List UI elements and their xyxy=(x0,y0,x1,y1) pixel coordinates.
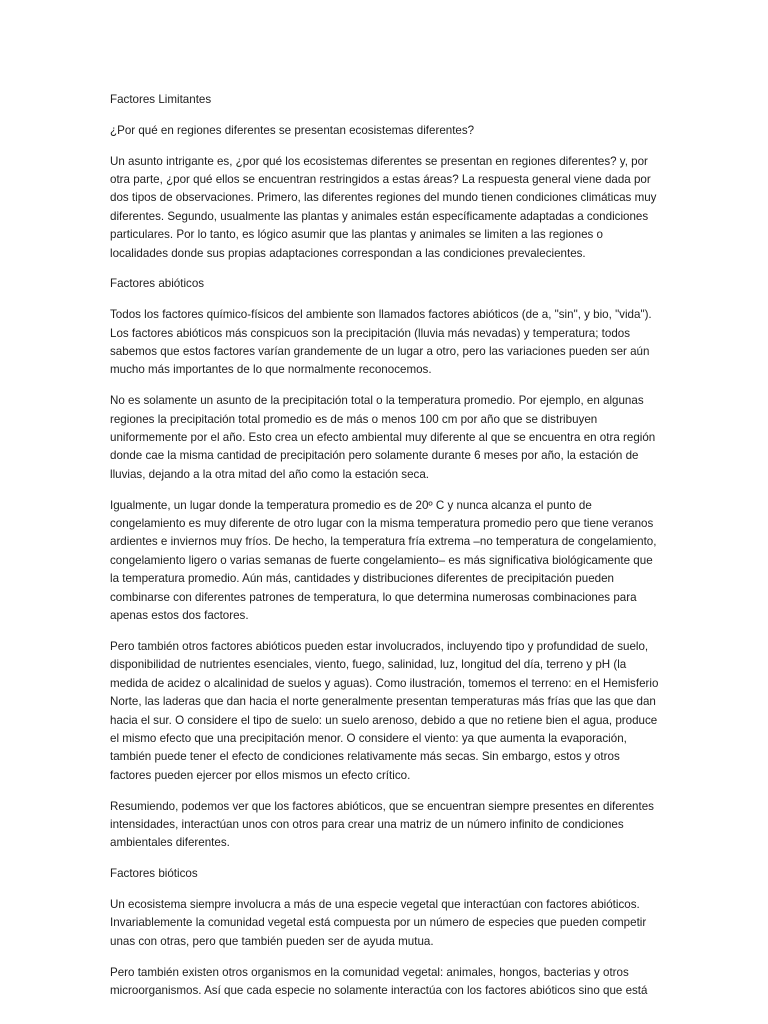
abioticos-paragraph-3: Igualmente, un lugar donde la temperatura promedio es de 20º C y nunca alcanza el punto de congelamiento es muy diferente de otro lugar con la misma temperatura promedio pero que tiene veranos ardientes e inviernos muy fríos. De hecho, la temperatura fría extrema –no temperatura de congelamiento, congelamiento ligero o varias semanas de fuerte congelamiento– es más significativa biológicamente que la temperatura promedio. Aún más, cantidades y distribuciones diferentes de precipitación pueden combinarse con diferentes patrones de temperatura, lo que determina numerosas combinaciones para apenas estos dos factores. xyxy=(110,498,657,623)
abioticos-paragraph-4: Pero también otros factores abióticos pueden estar involucrados, incluyendo tipo y profundidad de suelo, disponibilidad de nutrientes esenciales, viento, fuego, salinidad, luz, longitud del día, terreno y pH (la medida de acidez o alcalinidad de suelos y aguas). Como ilustración, tomemos el terreno: en el Hemisferio Norte, las laderas que dan hacia el norte generalmente presentan temperaturas más frías que las que dan hacia el sur. O considere el tipo de suelo: un suelo arenoso, debido a que no retiene bien el agua, produce el mismo efecto que una precipitación menor. O considere el viento: ya que aumenta la evaporación, también puede tener el efecto de condiciones relativamente más secas. Sin embargo, estos y otros factores pueden ejercer por ellos mismos un efecto crítico. xyxy=(110,639,659,782)
document-title: Factores Limitantes xyxy=(110,93,212,106)
document-body xyxy=(110,91,660,1013)
section-heading-abioticos: Factores abióticos xyxy=(110,277,205,291)
section-heading-bioticos: Factores bióticos xyxy=(110,867,198,881)
document-question: ¿Por qué en regiones diferentes se presentan ecosistemas diferentes? xyxy=(110,123,475,137)
bioticos-paragraph-2: Pero también existen otros organismos en la comunidad vegetal: animales, hongos, bacterias y otros microorganismos. Así que cada especie no solamente interactúa con los factores abióticos sino que está xyxy=(110,965,648,997)
bioticos-paragraph-1: Un ecosistema siempre involucra a más de una especie vegetal que interactúan con factores abióticos. Invariablemente la comunidad vegetal está compuesta por un número de especies que pueden competir unas con otras, pero que también pueden ser de ayuda mutua. xyxy=(110,897,647,948)
abioticos-paragraph-5: Resumiendo, podemos ver que los factores abióticos, que se encuentran siempre presentes en diferentes intensidades, interactúan unos con otros para crear una matriz de un número infinito de condiciones ambientales diferentes. xyxy=(110,799,654,850)
abioticos-paragraph-2: No es solamente un asunto de la precipitación total o la temperatura promedio. Por ejemplo, en algunas regiones la precipitación total promedio es de más o menos 100 cm por año que se distribuyen uniformemente por el año. Esto crea un efecto ambiental muy diferente al que se encuentra en otra región donde cae la misma cantidad de precipitación pero solamente durante 6 meses por año, la estación de lluvias, dejando a la otra mitad del año como la estación seca. xyxy=(110,394,656,481)
abioticos-paragraph-1: Todos los factores químico-físicos del ambiente son llamados factores abióticos (de a, "sin", y bio, "vida"). Los factores abióticos más conspicuos son la precipitación (lluvia más nevadas) y temperatura; todos sabemos que estos factores varían grandemente de un lugar a otro, pero las variaciones pueden ser aún mucho más importantes de lo que normalmente reconocemos. xyxy=(110,308,652,377)
intro-paragraph: Un asunto intrigante es, ¿por qué los ecosistemas diferentes se presentan en regiones diferentes? y, por otra parte, ¿por qué ellos se encuentran restringidos a estas áreas? La respuesta general viene dada por dos tipos de observaciones. Primero, las diferentes regiones del mundo tienen condiciones climáticas muy diferentes. Segundo, usualmente las plantas y animales están específicamente adaptadas a condiciones particulares. Por lo tanto, es lógico asumir que las plantas y animales se limiten a las regiones o localidades donde sus propias adaptaciones correspondan a las condiciones prevalecientes. xyxy=(110,154,657,260)
